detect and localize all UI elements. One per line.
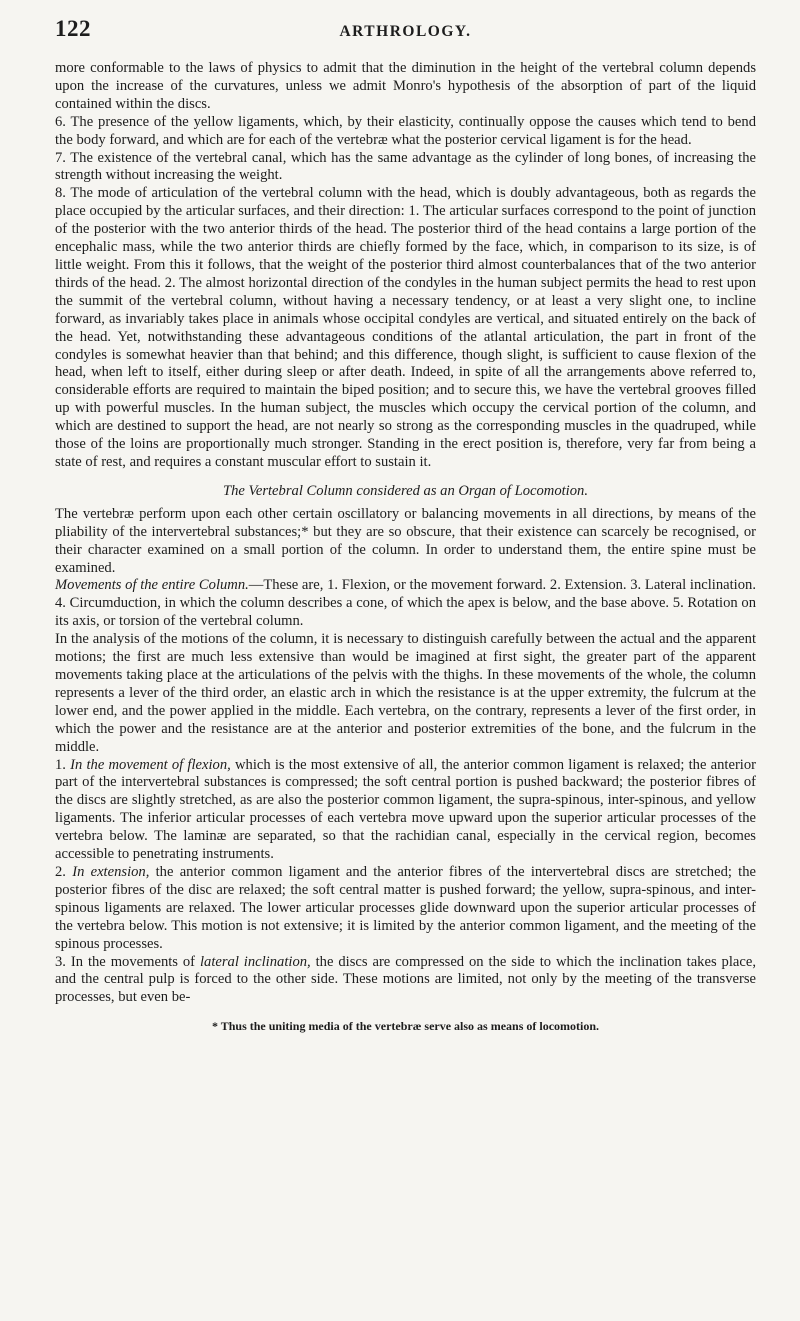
flexion-number: 1. bbox=[55, 756, 66, 773]
page-header bbox=[55, 14, 756, 48]
lateral-text: the discs are compressed on the side to which the inclination takes place, and the central pulp is forced to the other side. These motions are limited, not only by the meeting of the transverse processes, but even be- bbox=[55, 953, 756, 1006]
paragraph-continuation: more conformable to the laws of physics to admit that the diminution in the height of the vertebral column depends upon the increase of the curvatures, unless we admit Monro's hypothesis of the absorption of part of the liquid contained within the discs. bbox=[55, 60, 756, 112]
flexion-lead: In the movement of flexion, bbox=[70, 756, 231, 773]
paragraph-oscillatory: The vertebræ perform upon each other certain oscillatory or balancing movements in all directions, by means of the pliability of the intervertebral substances;* but they are so obscure, that their existence can scarcely be recognised, or their character examined on a small portion of the column. In order to understand them, the entire spine must be examined. bbox=[55, 505, 756, 576]
paragraph-analysis: In the analysis of the motions of the column, it is necessary to distinguish carefully between the actual and the apparent motions; the first are much less extensive than would be imagined at first sight, the greater part of the apparent movements taking place at the articulations of the pelvis with the thighs. In these movements of the whole, the column represents a lever of the third order, an elastic arch in which the resistance is at the upper extremity, the fulcrum at the lower end, and the power applied in the middle. Each vertebra, on the contrary, represents a lever of the first order, in which the power and the resistance are at the anterior and posterior extremities of the bone, and the fulcrum in the middle. bbox=[55, 631, 756, 755]
page-number: 122 bbox=[55, 16, 91, 41]
extension-number: 2. bbox=[55, 863, 66, 880]
extension-text: the anterior common ligament and the anterior fibres of the intervertebral discs are stretched; the posterior fibres of the disc are relaxed; the soft central matter is pushed forward; the yellow, supra-spinous, and inter-spinous ligaments are relaxed. The lower articular processes glide downward upon the superior articular processes of the vertebra below. This motion is not extensive; it is limited by the anterior common ligament, and the meeting of the spinous processes. bbox=[55, 863, 756, 952]
extension-lead: In extension, bbox=[72, 863, 150, 880]
lateral-lead: lateral inclination, bbox=[199, 953, 311, 970]
running-head: ARTHROLOGY. bbox=[339, 23, 472, 40]
paragraph-7: 7. The existence of the vertebral canal, which has the same advantage as the cylinder of long bones, of increasing the strength without increasing the weight. bbox=[55, 149, 756, 184]
movements-lead: Movements of the entire Column. bbox=[55, 577, 249, 594]
body-text bbox=[55, 60, 756, 1007]
paragraph-8: 8. The mode of articulation of the vertebral column with the head, which is doubly advantageous, both as regards the place occupied by the articular surfaces, and their direction: 1. The articular surfaces correspond to the point of junction of the posterior with the two anterior thirds of the head. The posterior third of the head contains a large portion of the encephalic mass, while the two anterior thirds are chiefly formed by the face, which, in comparison to its size, is of little weight. From this it follows, that the weight of the posterior third almost counterbalances that of the two anterior thirds of the head. 2. The almost horizontal direction of the condyles in the human subject permits the head to rest upon the summit of the vertebral column, without having a necessary tendency, or at least a very slight one, to incline forward, as invariably takes place in animals whose occipital condyles are vertical, and situated entirely on the back of the head. Yet, notwithstanding these advantageous conditions of the atlantal articulation, the part in front of the condyles is somewhat heavier than that behind; and this difference, though slight, is sufficient to cause flexion of the head, when left to itself, either during sleep or after death. Indeed, in spite of all the arrangements above referred to, considerable efforts are required to maintain the biped position; and to secure this, we have the vertebral grooves filled up with powerful muscles. In the human subject, the muscles which occupy the cervical portion of the column, and which are destined to support the head, are not nearly so strong as the corresponding muscles in the quadruped, while those of the loins are proportionally much stronger. Standing in the erect position is, therefore, very far from being a state of rest, and requires a constant muscular effort to sustain it. bbox=[55, 185, 756, 470]
paragraph-6: 6. The presence of the yellow ligaments, which, by their elasticity, continually oppose the causes which tend to bend the body forward, and which are for each of the vertebræ what the posterior cervical ligament is for the head. bbox=[55, 113, 756, 148]
movements-text: —These are, 1. Flexion, or the movement forward. 2. Extension. 3. Lateral inclination. 4. Circumduction, in which the column describes a cone, of which the apex is below, and the base above. 5. Rotation on its axis, or torsion of the vertebral column. bbox=[55, 577, 756, 630]
footnote: * Thus the uniting media of the vertebræ serve also as means of locomotion. bbox=[211, 1019, 600, 1034]
paragraph-extension bbox=[55, 864, 756, 954]
paragraph-flexion bbox=[55, 757, 756, 864]
lateral-pre: 3. In the movements of bbox=[55, 953, 196, 970]
paragraph-movements bbox=[55, 577, 756, 631]
section-heading: The Vertebral Column considered as an Organ of Locomotion. bbox=[223, 482, 588, 499]
flexion-text: which is the most extensive of all, the anterior common ligament is relaxed; the anterior part of the intervertebral substances is compressed; the soft central portion is pushed backward; the posterior fibres of the discs are slightly stretched, as are also the posterior common ligament, the supra-spinous, inter-spinous, and yellow ligaments. The inferior articular processes of each vertebra move upward upon the superior articular processes of the vertebra below. The laminæ are separated, so that the rachidian canal, especially in the cervical region, becomes accessible to penetrating instruments. bbox=[55, 756, 757, 863]
paragraph-lateral-inclination bbox=[55, 954, 756, 1008]
